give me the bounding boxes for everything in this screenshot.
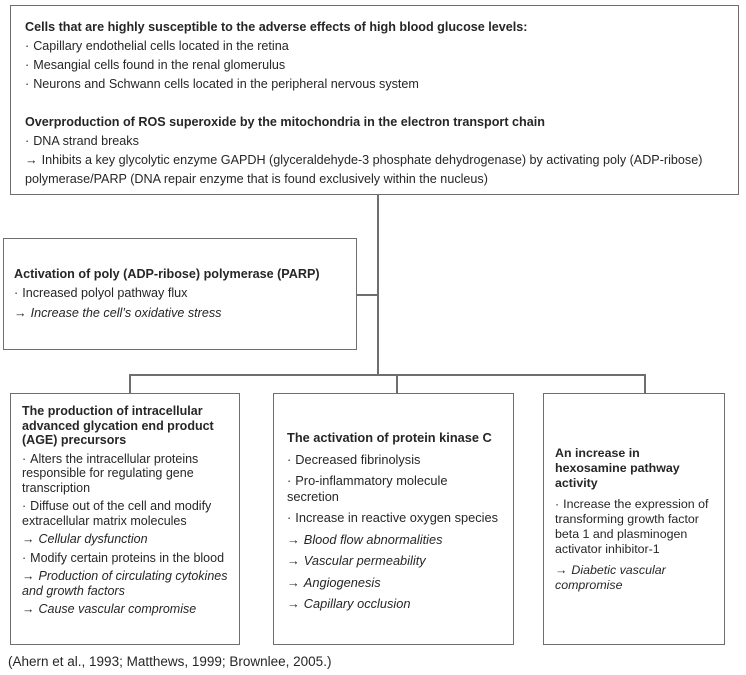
item-text: Production of circulating cytokines and growth factors xyxy=(22,569,228,598)
connector-branch-horizontal xyxy=(129,374,645,376)
item-text: The production of intracellular advanced glycation end product (AGE) precursors xyxy=(22,404,214,447)
item-text: Overproduction of ROS superoxide by the mitochondria in the electron transport chain xyxy=(25,115,545,129)
connector-drop-right xyxy=(644,374,646,393)
bullet-icon: · xyxy=(25,77,30,91)
item-text: Cells that are highly susceptible to the adverse effects of high blood glucose levels: xyxy=(25,20,528,34)
arrow-icon: → xyxy=(287,574,300,590)
bullet-item xyxy=(14,284,346,304)
item-text: Decreased fibrinolysis xyxy=(295,451,421,467)
item-text: Diffuse out of the cell and modify extracellular matrix molecules xyxy=(22,499,212,528)
bullet-icon: · xyxy=(287,451,292,467)
bullet-item xyxy=(287,473,500,504)
item-text: Blood flow abnormalities xyxy=(303,531,443,547)
bullet-icon: · xyxy=(555,496,560,511)
item-text: Cause vascular compromise xyxy=(38,602,197,616)
bullet-item xyxy=(22,551,228,566)
connector-drop-middle xyxy=(396,374,398,393)
item-text: Increased polyol pathway flux xyxy=(22,286,188,301)
arrow-icon: → xyxy=(25,153,38,167)
title-item xyxy=(555,446,713,491)
bullet-icon: · xyxy=(22,550,27,565)
title-item xyxy=(287,430,500,446)
item-text: Capillary endothelial cells located in the retina xyxy=(33,39,289,53)
title-item xyxy=(25,18,724,37)
arrow-item xyxy=(287,596,500,612)
bullet-item xyxy=(555,497,713,557)
arrow-icon: → xyxy=(22,602,35,616)
box-hexosamine-pathway xyxy=(543,393,725,645)
arrow-icon: → xyxy=(22,532,35,546)
arrow-icon: → xyxy=(555,562,568,577)
arrow-icon: → xyxy=(14,305,27,320)
item-text: Alters the intracellular proteins responsible for regulating gene transcription xyxy=(22,451,199,495)
bullet-item xyxy=(22,452,228,496)
item-text: Increase the expression of transforming growth factor beta 1 and plasminogen activator inhibitor-1 xyxy=(555,496,709,556)
bullet-item xyxy=(22,499,228,528)
bullet-icon: · xyxy=(22,451,27,466)
bullet-item xyxy=(287,510,500,526)
title-item xyxy=(14,265,346,285)
item-text: DNA strand breaks xyxy=(33,134,139,148)
arrow-item xyxy=(287,532,500,548)
bullet-icon: · xyxy=(25,39,30,53)
arrow-item xyxy=(287,575,500,591)
arrow-icon: → xyxy=(22,569,35,583)
item-text: An increase in hexosamine pathway activity xyxy=(555,445,680,490)
arrow-icon: → xyxy=(287,596,300,611)
bullet-item xyxy=(25,132,724,151)
item-text: Modify certain proteins in the blood xyxy=(30,550,225,565)
bullet-icon: · xyxy=(14,286,19,301)
connector-vertical-main xyxy=(377,195,379,375)
arrow-icon: → xyxy=(287,553,300,568)
arrow-item xyxy=(25,151,724,189)
item-text: Activation of poly (ADP-ribose) polymerase (PARP) xyxy=(14,266,320,281)
item-text: Vascular permeability xyxy=(303,553,426,568)
bullet-icon: · xyxy=(25,134,30,148)
box-parp-activation xyxy=(3,238,357,350)
title-item xyxy=(25,113,724,132)
item-text: Cellular dysfunction xyxy=(38,532,148,546)
item-text: Increase in reactive oxygen species xyxy=(295,510,498,525)
arrow-item xyxy=(287,553,500,569)
item-text: Inhibits a key glycolytic enzyme GAPDH (glyceraldehyde-3 phosphate dehydrogenase) by activating poly (ADP-ribose) polymerase/PARP (DNA repair enzyme that is found exclusively within the nucleus) xyxy=(25,153,703,186)
item-text: Diabetic vascular compromise xyxy=(555,562,666,592)
bullet-icon: · xyxy=(25,58,30,72)
citation: (Ahern et al., 1993; Matthews, 1999; Brownlee, 2005.) xyxy=(8,654,332,669)
connector-drop-left xyxy=(129,374,131,393)
item-text: Capillary occlusion xyxy=(303,596,411,611)
title-item xyxy=(22,404,228,448)
bullet-icon: · xyxy=(22,499,27,513)
item-text: Mesangial cells found in the renal glomerulus xyxy=(33,58,286,72)
bullet-item xyxy=(25,37,724,56)
item-text: Pro-inflammatory molecule secretion xyxy=(287,473,448,504)
bullet-item xyxy=(25,75,724,94)
item-text: Increase the cell’s oxidative stress xyxy=(30,305,222,320)
bullet-item xyxy=(287,452,500,468)
item-text: Neurons and Schwann cells located in the peripheral nervous system xyxy=(33,77,419,91)
arrow-item xyxy=(22,602,228,617)
box-protein-kinase-c xyxy=(273,393,514,645)
item-text: Angiogenesis xyxy=(303,574,381,590)
arrow-icon: → xyxy=(287,531,300,547)
item-text: The activation of protein kinase C xyxy=(287,430,492,445)
arrow-item xyxy=(22,569,228,598)
box-age-precursors xyxy=(10,393,240,645)
bullet-icon: · xyxy=(287,473,292,488)
bullet-icon: · xyxy=(287,510,292,525)
arrow-item xyxy=(555,563,713,593)
bullet-item xyxy=(25,56,724,75)
connector-parp-horizontal xyxy=(357,294,377,296)
box-susceptible-cells xyxy=(10,5,739,195)
arrow-item xyxy=(14,304,346,324)
arrow-item xyxy=(22,532,228,547)
